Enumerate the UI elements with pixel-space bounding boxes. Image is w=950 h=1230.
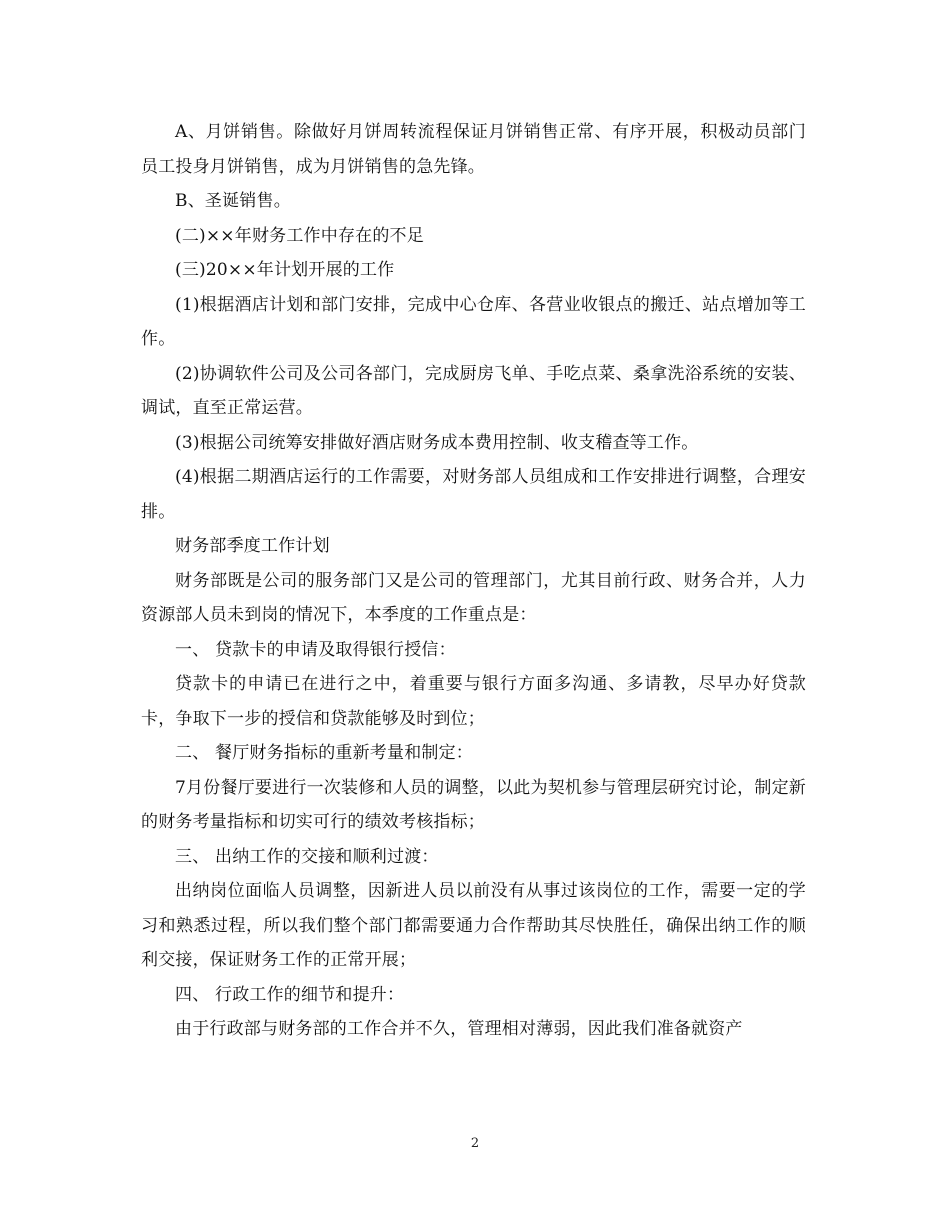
paragraph-section-3-body: 出纳岗位面临人员调整，因新进人员以前没有从事过该岗位的工作，需要一定的学习和熟悉过程，所以我们整个部门都需要通力合作帮助其尽快胜任，确保出纳工作的顺利交接，保证财务工作的正常开展； xyxy=(141,881,806,970)
paragraph-quarterly-intro: 财务部既是公司的服务部门又是公司的管理部门，尤其目前行政、财务合并，人力资源部人员未到岗的情况下，本季度的工作重点是： xyxy=(141,570,806,625)
paragraph-section-4-body: 由于行政部与财务部的工作合并不久，管理相对薄弱，因此我们准备就资产 xyxy=(175,1019,743,1039)
paragraph-mooncake-sales: A、月饼销售。除做好月饼周转流程保证月饼销售正常、有序开展，积极动员部门员工投身月饼销售，成为月饼销售的急先锋。 xyxy=(141,122,806,177)
paragraph-section-1-heading: 一、 贷款卡的申请及取得银行授信： xyxy=(175,639,456,660)
paragraph-plan-item-1: (1)根据酒店计划和部门安排，完成中心仓库、各营业收银点的搬迁、站点增加等工作。 xyxy=(141,294,806,349)
paragraph-section-2-heading: 二、 餐厅财务指标的重新考量和制定： xyxy=(175,743,474,763)
paragraph-plan-item-2: (2)协调软件公司及公司各部门，完成厨房飞单、手吃点菜、桑拿洗浴系统的安装、调试，直至正常运营。 xyxy=(141,363,806,418)
paragraph-plan-item-4: (4)根据二期酒店运行的工作需要，对财务部人员组成和工作安排进行调整，合理安排。 xyxy=(141,467,806,522)
page-number: 2 xyxy=(470,1136,480,1151)
paragraph-planned-work-heading: (三)20××年计划开展的工作 xyxy=(175,260,395,280)
paragraph-shortcomings-heading: (二)××年财务工作中存在的不足 xyxy=(175,225,424,246)
paragraph-plan-item-3: (3)根据公司统筹安排做好酒店财务成本费用控制、收支稽查等工作。 xyxy=(175,432,699,453)
paragraph-section-1-body: 贷款卡的申请已在进行之中，着重要与银行方面多沟通、多请教，尽早办好贷款卡，争取下一步的授信和贷款能够及时到位； xyxy=(141,674,806,729)
document-body xyxy=(141,115,806,1047)
paragraph-christmas-sales: B、圣诞销售。 xyxy=(175,191,291,211)
paragraph-section-3-heading: 三、 出纳工作的交接和顺利过渡： xyxy=(175,846,439,867)
paragraph-section-2-body: 7月份餐厅要进行一次装修和人员的调整，以此为契机参与管理层研究讨论，制定新的财务考量指标和切实可行的绩效考核指标； xyxy=(141,777,806,832)
paragraph-quarterly-plan-title: 财务部季度工作计划 xyxy=(175,536,330,556)
paragraph-section-4-heading: 四、 行政工作的细节和提升： xyxy=(175,984,405,1005)
